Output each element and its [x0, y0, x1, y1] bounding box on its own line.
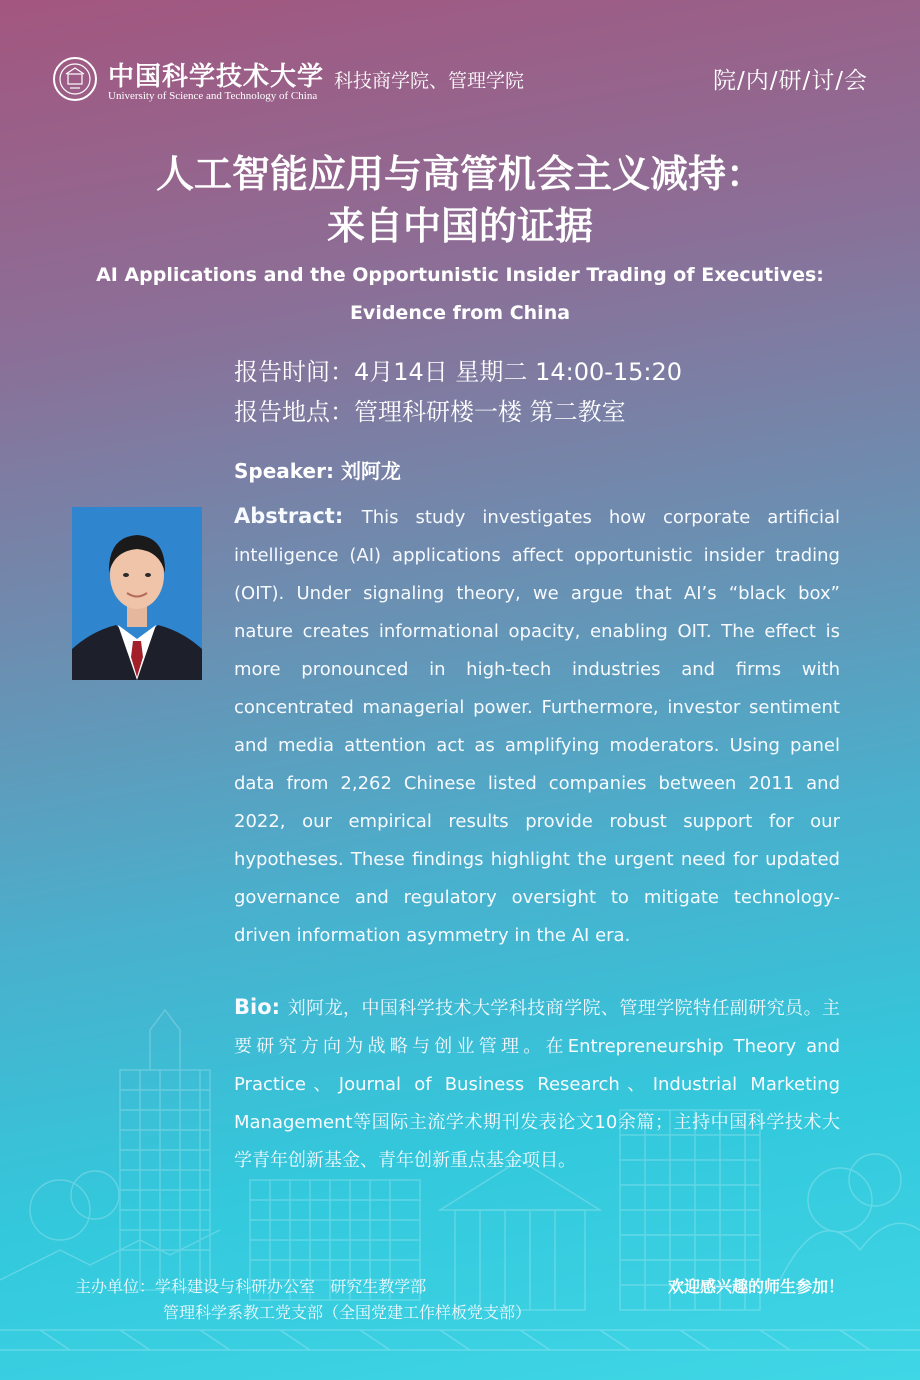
university-name-en: University of Science and Technology of China [108, 90, 318, 102]
university-seal-icon [52, 56, 98, 102]
bio-text: 刘阿龙，中国科学技术大学科技商学院、管理学院特任副研究员。主要研究方向为战略与创业管理。在Entrepreneurship Theory and Practice、Journal of Business Research、Industrial Marketing Management等国际主流学术期刊发表论文10余篇；主持中国科学技术大学青年创新基金、青年创新重点基金项目。 [234, 998, 840, 1171]
bio-section [234, 988, 840, 1180]
welcome-note: 欢迎感兴趣的师生参加！ [667, 1277, 844, 1296]
poster-header [52, 52, 868, 108]
school-name: 科技商学院、管理学院 [334, 70, 525, 92]
speaker-photo [72, 507, 202, 680]
event-place-value: 管理科研楼一楼 第二教室 [354, 398, 626, 426]
event-place [234, 392, 682, 432]
title-en-line2: Evidence from China [349, 302, 571, 324]
speaker-label: Speaker: [234, 459, 341, 483]
speaker-line [234, 455, 401, 484]
organizer-info [75, 1274, 531, 1326]
organizer-row-1 [75, 1274, 531, 1300]
event-info [234, 352, 682, 432]
speaker-name: 刘阿龙 [340, 459, 401, 483]
event-place-label: 报告地点： [234, 398, 354, 426]
title-cn-line2: 来自中国的证据 [326, 203, 593, 248]
organizer-row-2 [75, 1300, 531, 1326]
title-en [30, 256, 890, 332]
university-name-cn: 中国科学技术大学 [108, 62, 325, 92]
abstract-section [234, 497, 840, 955]
title-en-line1: AI Applications and the Opportunistic Insider Trading of Executives: [96, 264, 824, 286]
bio-label: Bio: [234, 995, 288, 1019]
event-time-label: 报告时间： [234, 358, 354, 386]
title-cn [40, 148, 880, 252]
abstract-text: This study investigates how corporate artificial intelligence (AI) applications affect opportunistic insider trading (OIT). Under signaling theory, we argue that AI’s “black box” nature creates informational opacity, enabling OIT. The effect is more pronounced in high-tech industries and firms with concentrated managerial power. Furthermore, investor sentiment and media attention act as amplifying moderators. Using panel data from 2,262 Chinese listed companies between 2011 and 2022, our empirical results provide robust support for our hypotheses. These findings highlight the urgent need for updated governance and regulatory oversight to mitigate technology-driven information asymmetry in the AI era. [234, 507, 840, 946]
event-time [234, 352, 682, 392]
event-time-value: 4月14日 星期二 14:00-15:20 [354, 358, 683, 386]
abstract-label: Abstract: [234, 504, 362, 528]
organizer-3: 管理科学系教工党支部（全国党建工作样板党支部） [163, 1303, 532, 1322]
organizer-label: 主办单位： [75, 1277, 156, 1296]
title-cn-line1: 人工智能应用与高管机会主义减持： [155, 151, 764, 196]
organizer-1: 学科建设与科研办公室 [155, 1277, 316, 1296]
organizer-2: 研究生教学部 [330, 1277, 427, 1296]
seminar-series-label: 院/内/研/讨/会 [713, 68, 868, 94]
